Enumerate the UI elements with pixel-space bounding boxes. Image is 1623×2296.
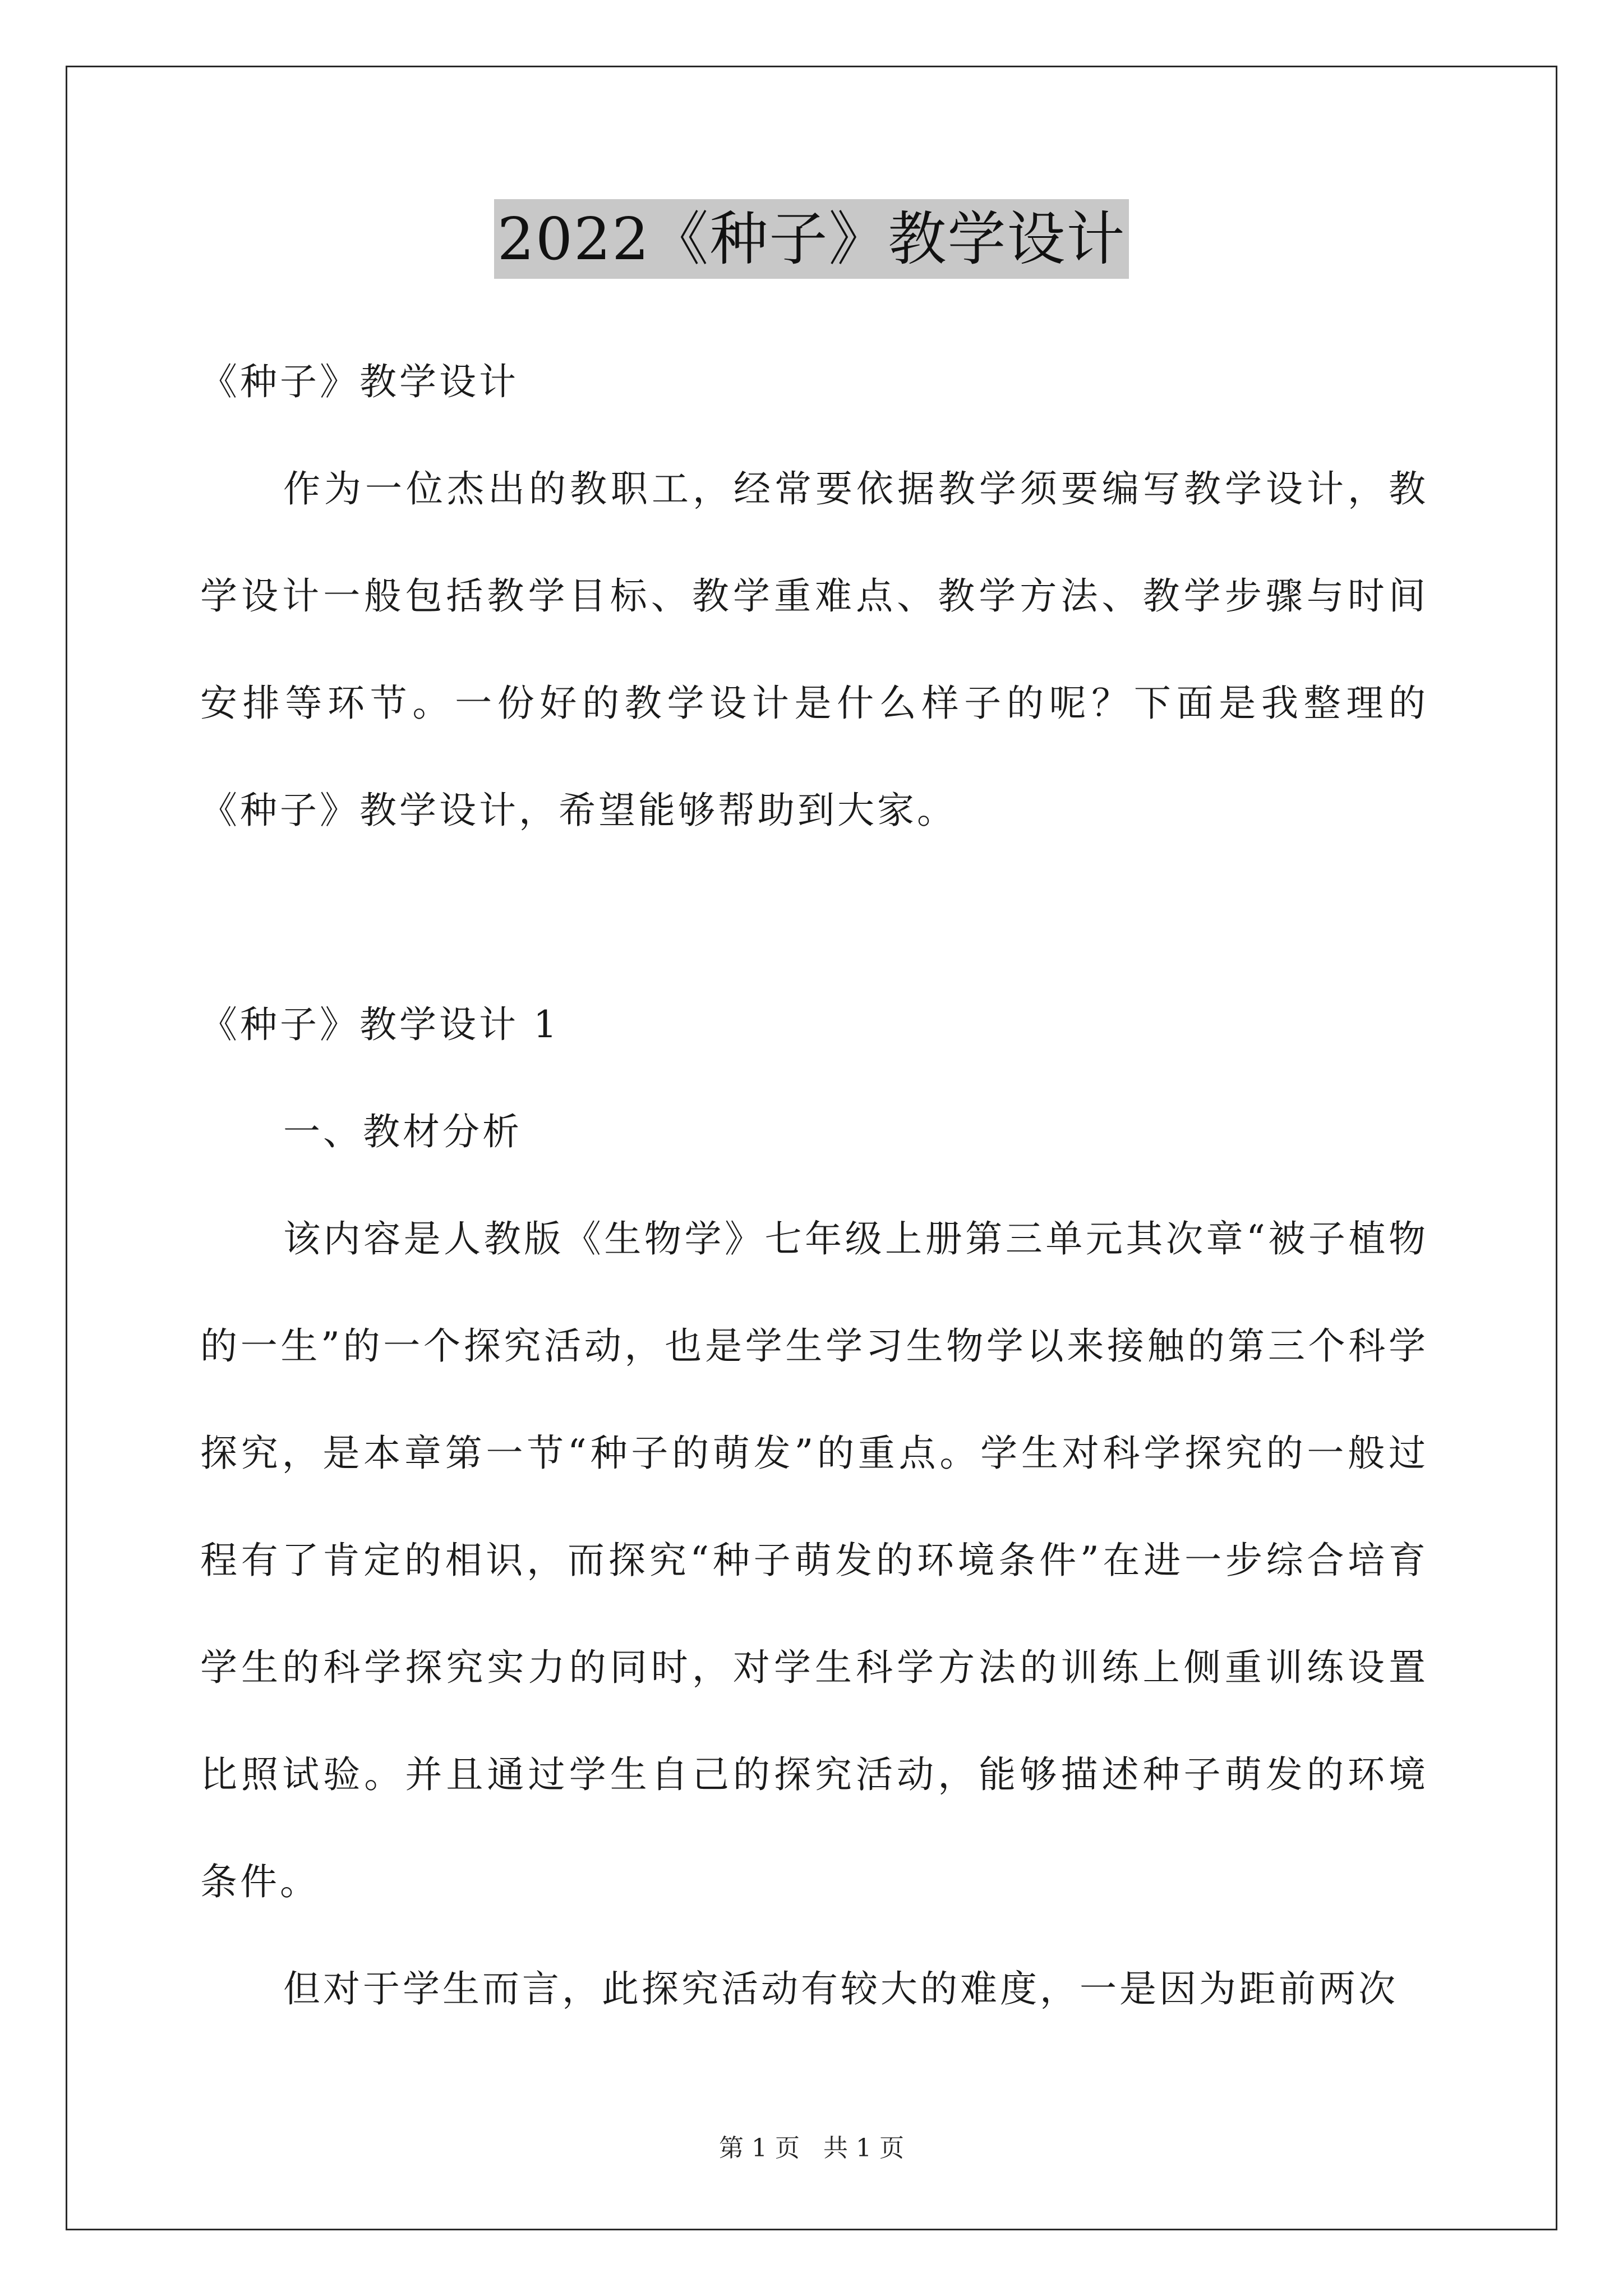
body-paragraph-2: 但对于学生而言，此探究活动有较大的难度，一是因为距前两次 — [283, 1967, 1398, 2010]
section-heading: 《种子》教学设计 1 — [200, 1003, 560, 1046]
document-title: 2022《种子》教学设计 — [494, 199, 1129, 279]
title-container — [0, 199, 1623, 279]
page-footer — [0, 2132, 1623, 2165]
part-heading: 一、教材分析 — [283, 1110, 522, 1153]
subtitle: 《种子》教学设计 — [200, 360, 519, 403]
page-number: 第 1 页 — [719, 2134, 800, 2162]
page-total: 共 1 页 — [823, 2134, 904, 2162]
paragraph-spacer — [200, 864, 1428, 971]
body-paragraph-1: 该内容是人教版《生物学》七年级上册第三单元其次章“被子植物的一生”的一个探究活动，也是学生学习生物学以来接触的第三个科学探究，是本章第一节“种子的萌发”的重点。学生对科学探究的一般过程有了肯定的相识，而探究“种子萌发的环境条件”在进一步综合培育学生的科学探究实力的同时，对学生科学方法的训练上侧重训练设置比照试验。并且通过学生自己的探究活动，能够描述种子萌发的环境条件。 — [200, 1217, 1428, 1903]
intro-paragraph: 作为一位杰出的教职工，经常要依据教学须要编写教学设计，教学设计一般包括教学目标、教学重难点、教学方法、教学步骤与时间安排等环节。一份好的教学设计是什么样子的呢？下面是我整理的《种子》教学设计，希望能够帮助到大家。 — [200, 467, 1428, 832]
document-body — [200, 328, 1428, 2042]
